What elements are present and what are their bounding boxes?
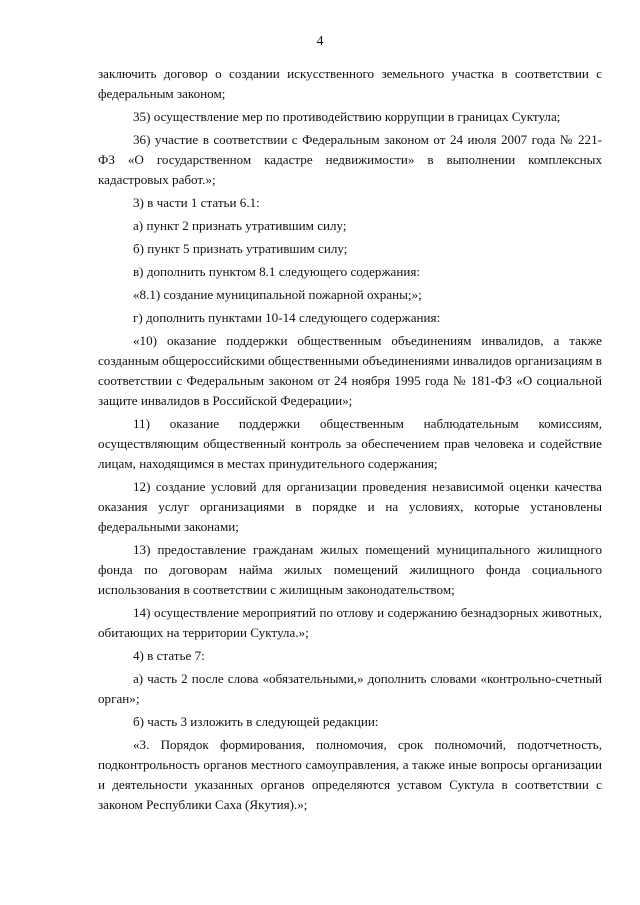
document-body	[98, 64, 602, 818]
paragraph-item-4b: б) часть 3 изложить в следующей редакции:	[133, 714, 379, 729]
paragraph-item-36: 36) участие в соответствии с Федеральным законом от 24 июля 2007 года № 221-ФЗ «О государственном кадастре недвижимости» в выполнении комплексных кадастровых работ.»;	[98, 132, 602, 187]
paragraph-item-8-1: «8.1) создание муниципальной пожарной охраны;»;	[133, 287, 422, 302]
paragraph-item-13: 13) предоставление гражданам жилых помещений муниципального жилищного фонда по договорам найма жилых помещений жилищного фонда социального использования в соответствии с жилищным законодательством;	[98, 542, 602, 597]
paragraph-continuation: заключить договор о создании искусственного земельного участка в соответствии с федеральным законом;	[98, 66, 602, 101]
paragraph-item-10: «10) оказание поддержки общественным объединениям инвалидов, а также созданным общероссийскими общественными объединениями инвалидов организациям в соответствии с Федеральным законом от 24 ноября 1995 года № 181-ФЗ «О социальной защите инвалидов в Российской Федерации»;	[98, 333, 602, 408]
paragraph-item-4a: а) часть 2 после слова «обязательными,» дополнить словами «контрольно-счетный орган»;	[98, 671, 602, 706]
paragraph-item-14: 14) осуществление мероприятий по отлову и содержанию безнадзорных животных, обитающих на территории Суктула.»;	[98, 605, 602, 640]
paragraph-item-4: 4) в статье 7:	[133, 648, 205, 663]
paragraph-item-3v: в) дополнить пунктом 8.1 следующего содержания:	[133, 264, 420, 279]
paragraph-item-11: 11) оказание поддержки общественным наблюдательным комиссиям, осуществляющим общественный контроль за обеспечением прав человека и содействие лицам, находящимся в местах принудительного содержания;	[98, 416, 602, 471]
paragraph-item-3-quote: «3. Порядок формирования, полномочия, срок полномочий, подотчетность, подконтрольность органов местного самоуправления, а также иные вопросы организации и деятельности указанных органов определяются уставом Суктула в соответствии с законом Республики Саха (Якутия).»;	[98, 737, 602, 812]
paragraph-item-3: 3) в части 1 статьи 6.1:	[133, 195, 260, 210]
paragraph-item-3b: б) пункт 5 признать утратившим силу;	[133, 241, 348, 256]
paragraph-item-3a: а) пункт 2 признать утратившим силу;	[133, 218, 347, 233]
page-number: 4	[316, 34, 324, 49]
paragraph-item-12: 12) создание условий для организации проведения независимой оценки качества оказания услуг организациями в порядке и на условиях, которые установлены федеральными законами;	[98, 479, 602, 534]
paragraph-item-3g: г) дополнить пунктами 10-14 следующего содержания:	[133, 310, 441, 325]
paragraph-item-35: 35) осуществление мер по противодействию коррупции в границах Суктула;	[133, 109, 561, 124]
